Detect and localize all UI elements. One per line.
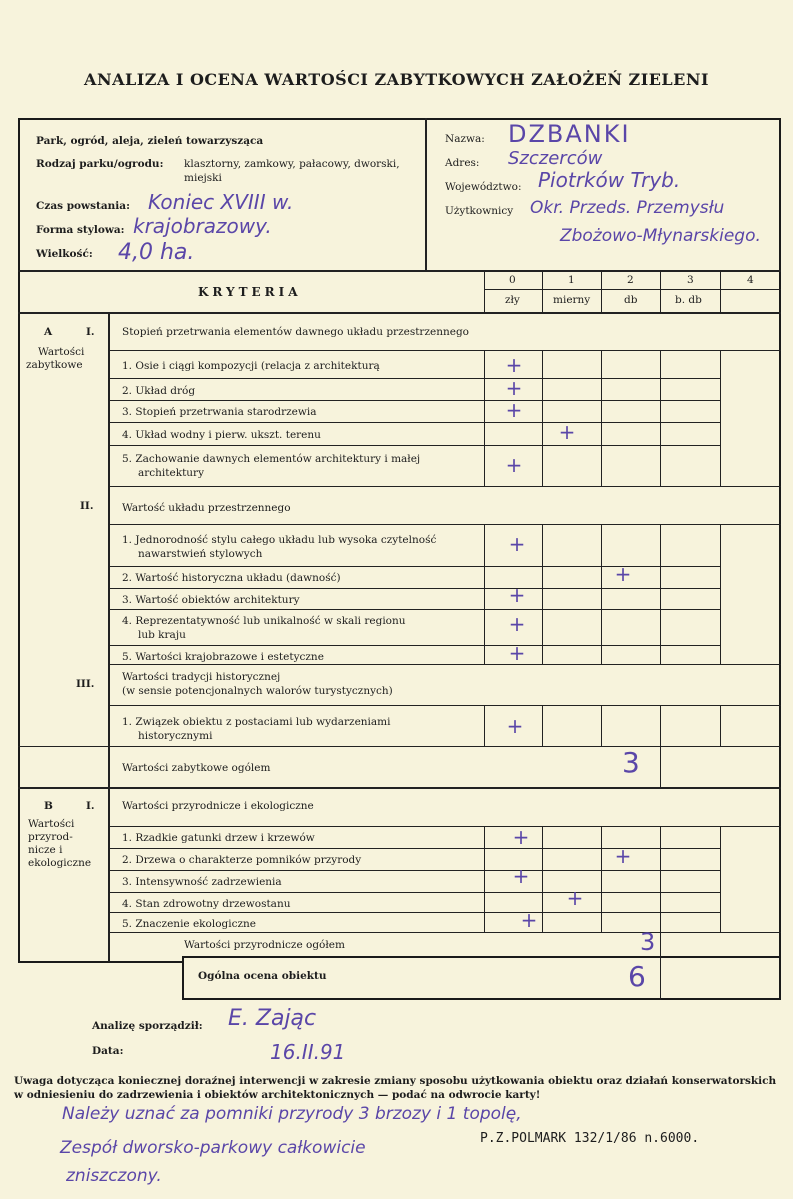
check-mark: +: [614, 562, 632, 586]
check-mark: +: [505, 376, 523, 400]
section-B-name-1: Wartości: [28, 818, 75, 830]
row-line: [108, 524, 781, 525]
A3-group-title-2: (w sensie potencjonalnych walorów turystycznych): [122, 685, 393, 697]
col-line-1: [542, 270, 543, 312]
B-total-value: 3: [640, 928, 656, 956]
grid-line: [720, 524, 721, 664]
col-num-1: 1: [568, 274, 575, 286]
A1-item-2: 2. Układ dróg: [122, 385, 196, 397]
A1-item-3: 3. Stopień przetrwania starodrzewia: [122, 406, 317, 418]
grid-line: [484, 705, 485, 746]
row-line: [108, 870, 720, 871]
note-line-2: Zespół dworsko-parkowy całkowicie: [60, 1138, 366, 1158]
forma-value: krajobrazowy.: [133, 214, 272, 238]
col-num-0: 0: [509, 274, 516, 286]
section-B-name-2: przyrod-: [28, 831, 73, 843]
grid-line: [720, 826, 721, 932]
B1-item-4: 4. Stan zdrowotny drzewostanu: [122, 898, 291, 910]
col-line-2: [601, 270, 602, 312]
A3-item-1: 1. Związek obiektu z postaciami lub wydarzeniami: [122, 716, 391, 728]
park-label: Park, ogród, aleja, zieleń towarzysząca: [36, 135, 264, 147]
A2-item-3: 3. Wartość obiektów architektury: [122, 594, 300, 606]
wielkosc-value: 4,0 ha.: [118, 240, 195, 265]
grid-line: [660, 826, 661, 962]
check-mark: +: [512, 825, 530, 849]
section-B-roman-1: I.: [86, 800, 95, 812]
analiza-label: Analizę sporządził:: [92, 1020, 203, 1032]
col-header-mid-line: [484, 289, 781, 290]
col-num-2: 2: [627, 274, 634, 286]
section-B-name-3: nicze i: [28, 844, 63, 856]
A1-group-title: Stopień przetrwania elementów dawnego układu przestrzennego: [122, 326, 469, 338]
row-line: [108, 400, 720, 401]
overall-label: Ogólna ocena obiektu: [198, 970, 327, 982]
section-B-name-4: ekologiczne: [28, 857, 92, 869]
check-mark: +: [505, 453, 523, 477]
nazwa-label: Nazwa:: [445, 133, 485, 145]
wojewodztwo-label: Województwo:: [445, 181, 522, 193]
row-line: [108, 645, 720, 646]
A1-item-1: 1. Osie i ciągi kompozycji (relacja z architekturą: [122, 360, 380, 372]
row-line: [108, 705, 781, 706]
adres-label: Adres:: [445, 157, 480, 169]
form-title: ANALIZA I OCENA WARTOŚCI ZABYTKOWYCH ZAŁOŻEŃ ZIELENI: [84, 70, 709, 89]
check-mark: +: [506, 714, 524, 738]
col-num-3: 3: [687, 274, 694, 286]
row-line: [108, 350, 781, 351]
data-value: 16.II.91: [270, 1040, 346, 1064]
check-mark: +: [566, 886, 584, 910]
B1-item-2: 2. Drzewa o charakterze pomników przyrody: [122, 854, 362, 866]
header-divider: [425, 118, 427, 270]
col-line-0: [484, 270, 485, 312]
wielkosc-label: Wielkość:: [36, 248, 93, 260]
grid-line: [542, 705, 543, 746]
A1-item-5-cont: architektury: [138, 467, 205, 479]
section-A-roman-3: III.: [76, 678, 95, 690]
section-A-sub-line: [18, 746, 109, 747]
forma-label: Forma stylowa:: [36, 224, 125, 236]
section-A-name-1: Wartości: [38, 346, 85, 358]
B1-group-title: Wartości przyrodnicze i ekologiczne: [122, 800, 314, 812]
overall-value: 6: [628, 960, 646, 993]
col-line-4: [720, 270, 721, 312]
grid-line: [601, 350, 602, 486]
B1-item-3: 3. Intensywność zadrzewienia: [122, 876, 282, 888]
grid-line: [601, 524, 602, 664]
section-A-roman-1: I.: [86, 326, 95, 338]
grid-line: [601, 705, 602, 746]
adres-value: Szczerców: [508, 148, 603, 169]
A-total-label: Wartości zabytkowe ogólem: [122, 762, 271, 774]
A3-item-1-cont: historycznymi: [138, 730, 213, 742]
col-name-0: zły: [505, 294, 520, 306]
row-line: [108, 609, 720, 610]
col-name-3: b. db: [675, 294, 702, 306]
grid-line: [660, 350, 661, 486]
grid-line: [484, 524, 485, 664]
section-A-bottom-line: [18, 787, 781, 789]
check-mark: +: [614, 844, 632, 868]
grid-line: [542, 826, 543, 932]
A-total-value: 3: [622, 746, 640, 779]
overall-box-divider: [660, 956, 661, 1000]
row-line: [108, 892, 720, 893]
section-divider: [108, 312, 110, 962]
rodzaj-label: Rodzaj parku/ogrodu:: [36, 158, 164, 170]
row-line: [108, 912, 720, 913]
A1-item-4: 4. Układ wodny i pierw. ukszt. terenu: [122, 429, 321, 441]
row-line: [108, 664, 781, 665]
analiza-signature: E. Zając: [228, 1006, 317, 1031]
A2-item-5: 5. Wartości krajobrazowe i estetyczne: [122, 651, 324, 663]
uzytkownicy-value-1: Okr. Przeds. Przemysłu: [530, 198, 725, 218]
grid-line: [484, 350, 485, 486]
rodzaj-options-2: miejski: [184, 172, 222, 184]
section-A-name-2: zabytkowe: [26, 359, 83, 371]
col-name-1: mierny: [553, 294, 591, 306]
col-name-2: db: [624, 294, 638, 306]
row-line: [108, 932, 781, 933]
kryteria-header: KRYTERIA: [198, 285, 302, 299]
uwaga-line-1: Uwaga dotycząca koniecznej doraźnej interwencji w zakresie zmiany sposobu użytkowania obiektu oraz działań konserwatorskich: [14, 1075, 777, 1087]
grid-line: [660, 524, 661, 664]
A2-item-4-cont: lub kraju: [138, 629, 186, 641]
col-header-bottom-line: [18, 312, 781, 314]
check-mark: +: [508, 583, 526, 607]
col-num-4: 4: [747, 274, 754, 286]
header-bottom-line: [18, 270, 781, 272]
data-label: Data:: [92, 1045, 124, 1057]
grid-line: [660, 705, 661, 787]
printer-mark: P.Z.POLMARK 132/1/86 n.6000.: [480, 1131, 700, 1146]
A2-item-2: 2. Wartość historyczna układu (dawność): [122, 572, 341, 584]
row-line: [108, 746, 781, 747]
grid-line: [601, 826, 602, 932]
check-mark: +: [505, 398, 523, 422]
section-A-code: A: [44, 326, 53, 338]
uzytkownicy-label: Użytkownicy: [445, 205, 514, 217]
check-mark: +: [508, 532, 526, 556]
col-line-3: [660, 270, 661, 312]
czas-value: Koniec XVIII w.: [148, 190, 294, 214]
nazwa-value: DZBANKI: [508, 120, 631, 148]
wojewodztwo-value: Piotrków Tryb.: [538, 168, 681, 192]
note-line-3: zniszczony.: [66, 1166, 162, 1186]
A3-group-title-1: Wartości tradycji historycznej: [122, 671, 281, 683]
check-mark: +: [520, 908, 538, 932]
section-A-roman-2: II.: [80, 500, 94, 512]
row-line: [108, 445, 720, 446]
A1-item-5: 5. Zachowanie dawnych elementów architektury i małej: [122, 453, 421, 465]
grid-line: [484, 826, 485, 932]
A2-group-title: Wartość układu przestrzennego: [122, 502, 291, 514]
row-line: [108, 826, 781, 827]
A2-item-1-cont: nawarstwień stylowych: [138, 548, 263, 560]
rodzaj-options: klasztorny, zamkowy, pałacowy, dworski,: [184, 158, 400, 170]
uzytkownicy-value-2: Zbożowo-Młynarskiego.: [560, 226, 761, 246]
grid-line: [720, 705, 721, 746]
check-mark: +: [508, 612, 526, 636]
check-mark: +: [558, 420, 576, 444]
A2-item-4: 4. Reprezentatywność lub unikalność w skali regionu: [122, 615, 406, 627]
check-mark: +: [508, 641, 526, 665]
grid-line: [720, 350, 721, 486]
B1-item-1: 1. Rzadkie gatunki drzew i krzewów: [122, 832, 315, 844]
B-total-label: Wartości przyrodnicze ogółem: [184, 939, 345, 951]
A2-item-1: 1. Jednorodność stylu całego układu lub wysoka czytelność: [122, 534, 437, 546]
check-mark: +: [512, 864, 530, 888]
grid-line: [542, 524, 543, 664]
czas-label: Czas powstania:: [36, 200, 130, 212]
section-B-code: B: [44, 800, 53, 812]
row-line: [108, 486, 781, 487]
row-line: [108, 422, 720, 423]
row-line: [108, 378, 720, 379]
row-line: [108, 588, 720, 589]
check-mark: +: [505, 353, 523, 377]
uwaga-line-2: w odniesieniu do zadrzewienia i obiektów architektonicznych — podać na odwrocie karty!: [14, 1089, 541, 1101]
B1-item-5: 5. Znaczenie ekologiczne: [122, 918, 257, 930]
note-line-1: Należy uznać za pomniki przyrody 3 brzozy i 1 topolę,: [62, 1104, 522, 1124]
grid-line: [542, 350, 543, 486]
